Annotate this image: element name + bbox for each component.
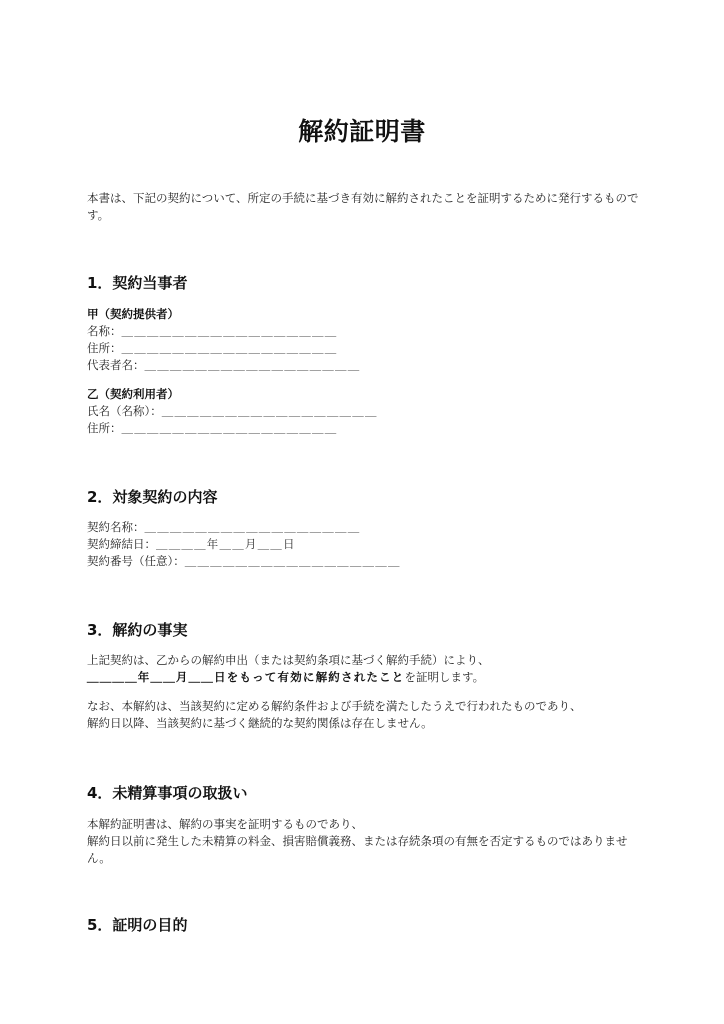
blank-line: ＿＿＿＿＿＿＿＿＿＿＿＿＿＿＿＿＿ [161,404,378,418]
field-label: 住所： [87,421,122,435]
paragraph-line: なお、本解約は、当該契約に定める解約条件および手続を満たしたうえで行われたものであり、 [87,699,582,713]
field-label: 名称： [87,324,122,338]
section-5-heading: 5．証明の目的 [87,916,188,934]
intro-paragraph: 本書は、下記の契約について、所定の手続に基づき有効に解約されたことを証明するために発行するものです。 [87,191,639,222]
contract-date-field [87,536,647,553]
party-b-block [87,386,647,437]
party-b-name-field [87,403,647,420]
section-2-heading: 2．対象契約の内容 [87,488,218,506]
paragraph-line: 解約日以降、当該契約に基づく継続的な契約関係は存在しません。 [87,716,433,730]
contract-number-field [87,553,647,570]
field-label: 代表者名： [87,358,145,372]
field-label: 契約締結日： [87,537,156,551]
party-b-address-field [87,420,647,437]
contract-name-field [87,519,647,536]
field-label: 契約番号（任意）： [87,554,185,568]
blank-line: ＿＿＿＿＿＿＿＿＿＿＿＿＿＿＿＿＿ [121,324,338,338]
termination-fact-paragraph-1 [87,652,647,686]
termination-date-emphasis: ＿＿＿＿年＿＿月＿＿日をもって有効に解約されたこと [87,670,405,684]
section-4-heading: 4．未精算事項の取扱い [87,784,248,802]
section-1-heading: 1．契約当事者 [87,274,188,292]
paragraph-text: を証明します。 [404,670,485,684]
blank-line: ＿＿＿＿＿＿＿＿＿＿＿＿＿＿＿＿＿ [144,520,361,534]
party-a-name-field [87,323,647,340]
blank-line: ＿＿＿＿＿＿＿＿＿＿＿＿＿＿＿＿＿ [121,341,338,355]
paragraph-line: 上記契約は、乙からの解約申出（または契約条項に基づく解約手続）により、 [87,653,490,667]
field-label: 氏名（名称）： [87,404,162,418]
document-title: 解約証明書 [298,117,426,146]
section-3-heading: 3．解約の事実 [87,621,188,639]
unsettled-items-paragraph [87,816,647,867]
paragraph-line: 本解約証明書は、解約の事実を証明するものであり、 [87,817,363,831]
party-a-block [87,306,647,374]
field-label: 住所： [87,341,122,355]
paragraph-line: 解約日以前に発生した未精算の料金、損害賠償義務、または存続条項の有無を否定するものではありません。 [87,834,628,865]
blank-date: ＿＿＿＿年＿＿月＿＿日 [156,537,296,551]
paragraph-line [87,669,647,686]
blank-line: ＿＿＿＿＿＿＿＿＿＿＿＿＿＿＿＿＿ [121,421,338,435]
contract-details-block [87,519,647,570]
blank-line: ＿＿＿＿＿＿＿＿＿＿＿＿＿＿＿＿＿ [144,358,361,372]
field-label: 契約名称： [87,520,145,534]
party-b-label: 乙（契約利用者） [87,387,179,401]
termination-fact-paragraph-2 [87,698,647,732]
party-a-label: 甲（契約提供者） [87,307,179,321]
party-a-address-field [87,340,647,357]
blank-line: ＿＿＿＿＿＿＿＿＿＿＿＿＿＿＿＿＿ [184,554,401,568]
party-a-representative-field [87,357,647,374]
